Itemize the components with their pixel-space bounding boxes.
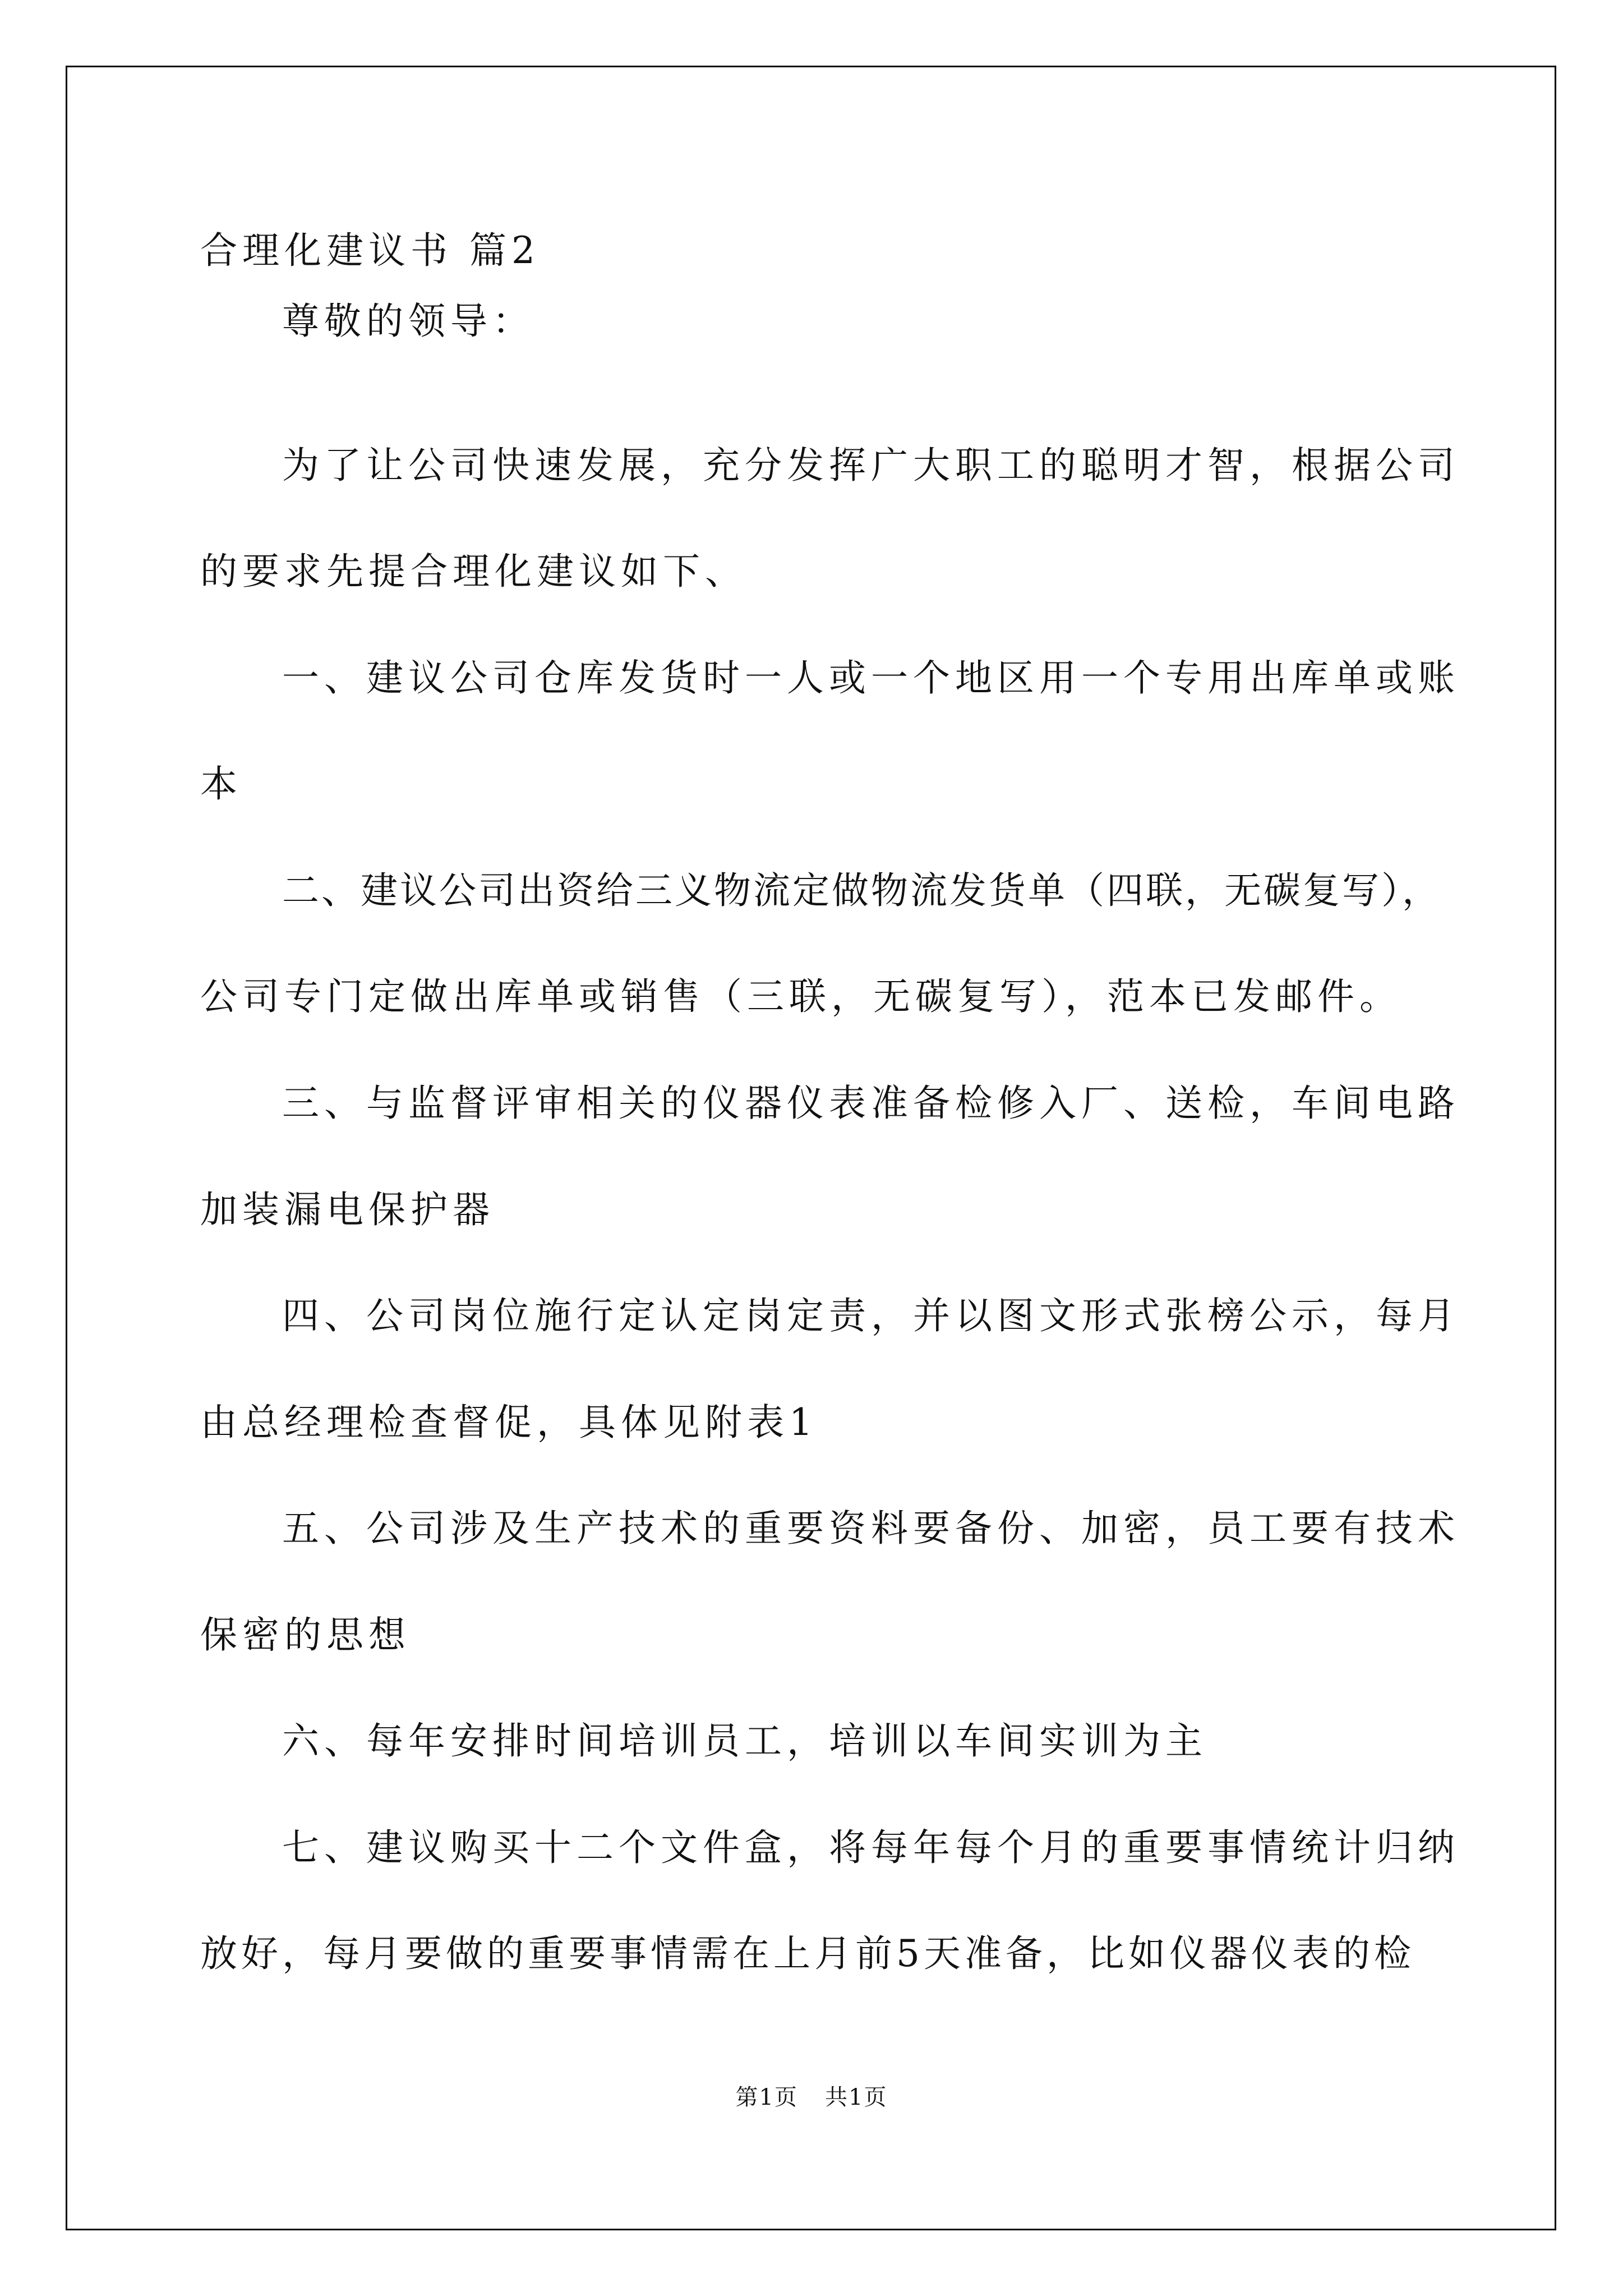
item-7-line-2: 放好，每月要做的重要事情需在上月前5天准备，比如仪器仪表的检 xyxy=(200,1932,1415,1975)
greeting: 尊敬的领导： xyxy=(282,300,534,343)
item-4-line-1: 四、公司岗位施行定认定岗定责，并以图文形式张榜公示，每月 xyxy=(282,1294,1460,1337)
item-3-line-1: 三、与监督评审相关的仪器仪表准备检修入厂、送检，车间电路 xyxy=(282,1082,1460,1125)
item-1-line-2: 本 xyxy=(200,762,242,806)
item-7-line-1: 七、建议购买十二个文件盒，将每年每个月的重要事情统计归纳 xyxy=(282,1826,1460,1869)
intro-line-2: 的要求先提合理化建议如下、 xyxy=(200,550,747,593)
intro-line-1: 为了让公司快速发展，充分发挥广大职工的聪明才智，根据公司 xyxy=(282,444,1460,487)
item-1-line-1: 一、建议公司仓库发货时一人或一个地区用一个专用出库单或账 xyxy=(282,656,1460,700)
page-footer xyxy=(0,2083,1623,2111)
document-title: 合理化建议书 篇2 xyxy=(200,229,540,272)
item-2-line-1: 二、建议公司出资给三义物流定做物流发货单（四联，无碳复写）， xyxy=(282,869,1441,912)
item-3-line-2: 加装漏电保护器 xyxy=(200,1188,495,1231)
item-4-line-2: 由总经理检查督促，具体见附表1 xyxy=(200,1401,818,1444)
page-count: 共1页 xyxy=(825,2085,888,2110)
page-border xyxy=(66,66,1556,2230)
item-6-line-1: 六、每年安排时间培训员工，培训以车间实训为主 xyxy=(282,1719,1207,1763)
item-5-line-1: 五、公司涉及生产技术的重要资料要备份、加密，员工要有技术 xyxy=(282,1507,1460,1550)
item-2-line-2: 公司专门定做出库单或销售（三联，无碳复写），范本已发邮件。 xyxy=(200,975,1401,1018)
page-number: 第1页 xyxy=(735,2085,798,2110)
item-5-line-2: 保密的思想 xyxy=(200,1613,411,1657)
